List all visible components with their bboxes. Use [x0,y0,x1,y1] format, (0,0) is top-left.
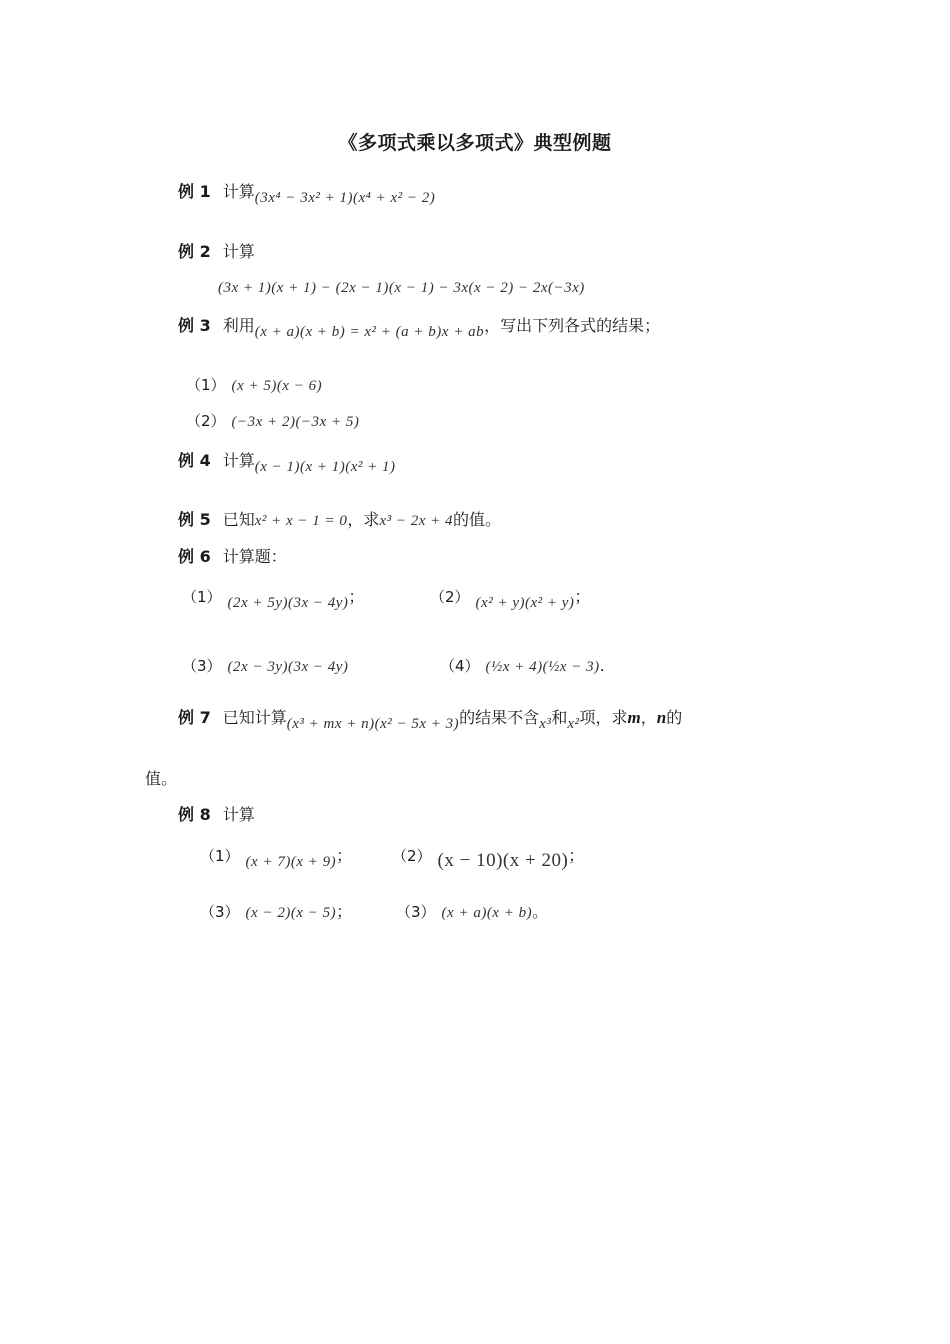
example-6-item-1-number: （1） [182,588,222,606]
example-5-text-2: ，求 [347,510,380,529]
example-7-text-4: 项，求 [579,708,628,727]
example-1-label: 例 1 [178,182,211,201]
example-4 [178,450,396,473]
example-3-item-2-expression: (−3x + 2)(−3x + 5) [231,414,360,430]
example-8-item-3 [200,901,352,924]
example-6-item-1 [182,586,364,609]
example-3-label: 例 3 [178,316,211,335]
example-3-item-1 [186,374,322,397]
example-7-text-5: 的 [666,708,683,727]
example-8-item-3-end: ； [336,902,353,921]
example-5 [178,509,501,532]
example-3-text-after: ，写出下列各式的结果； [484,316,661,335]
example-3 [178,315,660,338]
example-2-text: 计算 [222,242,255,261]
example-6 [178,546,287,568]
example-8-item-2-end: ； [568,846,585,865]
example-8-item-1 [200,845,352,868]
example-5-label: 例 5 [178,510,211,529]
example-7-expression: (x³ + mx + n)(x² − 5x + 3) [286,716,460,732]
example-8-item-4-end: 。 [532,902,549,921]
example-8-item-1-end: ； [336,846,353,865]
example-3-item-1-number: （1） [186,376,226,394]
example-6-item-3-number: （3） [182,657,222,675]
example-7-term-1: x³ [539,716,552,732]
example-8-item-3-number: （3） [200,903,240,921]
example-5-text-1: 已知 [222,510,255,529]
example-5-text-3: 的值。 [453,510,502,529]
example-6-item-2 [430,586,590,609]
example-1-text: 计算 [222,182,255,201]
example-1 [178,181,435,204]
example-3-item-2 [186,410,359,433]
example-7-text-1: 已知计算 [222,708,287,727]
example-6-item-2-expression: (x² + y)(x² + y) [475,595,575,611]
example-8-item-1-number: （1） [200,847,240,865]
example-3-formula: (x + a)(x + b) = x² + (a + b)x + ab [254,324,485,340]
example-2-expression-line [218,276,585,299]
example-8-item-3-expression: (x − 2)(x − 5) [245,905,337,921]
example-2-expression: (3x + 1)(x + 1) − (2x − 1)(x − 1) − 3x(x − 2) − 2x(−3x) [218,280,585,296]
example-3-item-2-number: （2） [186,412,226,430]
example-7-comma: ， [640,708,657,727]
example-6-item-4-number: （4） [440,657,480,675]
example-8-item-2 [392,845,585,871]
example-7 [178,707,682,730]
example-8-item-4 [396,901,548,924]
example-6-item-1-expression: (2x + 5y)(3x − 4y) [227,595,349,611]
example-6-item-4-expression: (½x + 4)(½x − 3) [485,659,600,675]
page-title: 《多项式乘以多项式》典型例题 [338,132,612,154]
example-3-item-1-expression: (x + 5)(x − 6) [231,378,323,394]
example-6-item-3-expression: (2x − 3y)(3x − 4y) [227,659,349,675]
example-4-expression: (x − 1)(x + 1)(x² + 1) [254,459,396,475]
example-6-text: 计算题： [222,547,287,566]
example-7-continuation [145,768,177,790]
example-2 [178,241,255,263]
example-8-item-2-number: （2） [392,847,432,865]
example-7-text-2: 的结果不含 [459,708,540,727]
example-6-item-3 [182,655,348,678]
example-6-item-4-end: . [599,656,605,675]
example-4-text: 计算 [222,451,255,470]
example-7-var-n: n [656,708,667,727]
example-7-text-6: 值。 [145,769,178,788]
example-5-target: x³ − 2x + 4 [379,513,453,529]
example-7-label: 例 7 [178,708,211,727]
example-2-label: 例 2 [178,242,211,261]
example-3-text-before: 利用 [222,316,255,335]
example-8 [178,804,255,826]
example-6-item-4 [440,655,605,678]
example-8-item-4-expression: (x + a)(x + b) [441,905,533,921]
example-4-label: 例 4 [178,451,211,470]
example-6-item-1-end: ； [348,587,365,606]
example-6-item-2-end: ； [574,587,591,606]
example-8-item-1-expression: (x + 7)(x + 9) [245,854,337,870]
example-5-condition: x² + x − 1 = 0 [254,513,348,529]
example-8-label: 例 8 [178,805,211,824]
example-7-term-2: x² [567,716,580,732]
example-7-text-3: 和 [551,708,568,727]
example-6-label: 例 6 [178,547,211,566]
example-8-item-2-expression: (x − 10)(x + 20) [437,850,569,871]
example-7-var-m: m [627,708,641,727]
example-8-text: 计算 [222,805,255,824]
example-8-item-4-number: （3） [396,903,436,921]
example-6-item-2-number: （2） [430,588,470,606]
example-1-expression: (3x⁴ − 3x² + 1)(x⁴ + x² − 2) [254,190,436,206]
